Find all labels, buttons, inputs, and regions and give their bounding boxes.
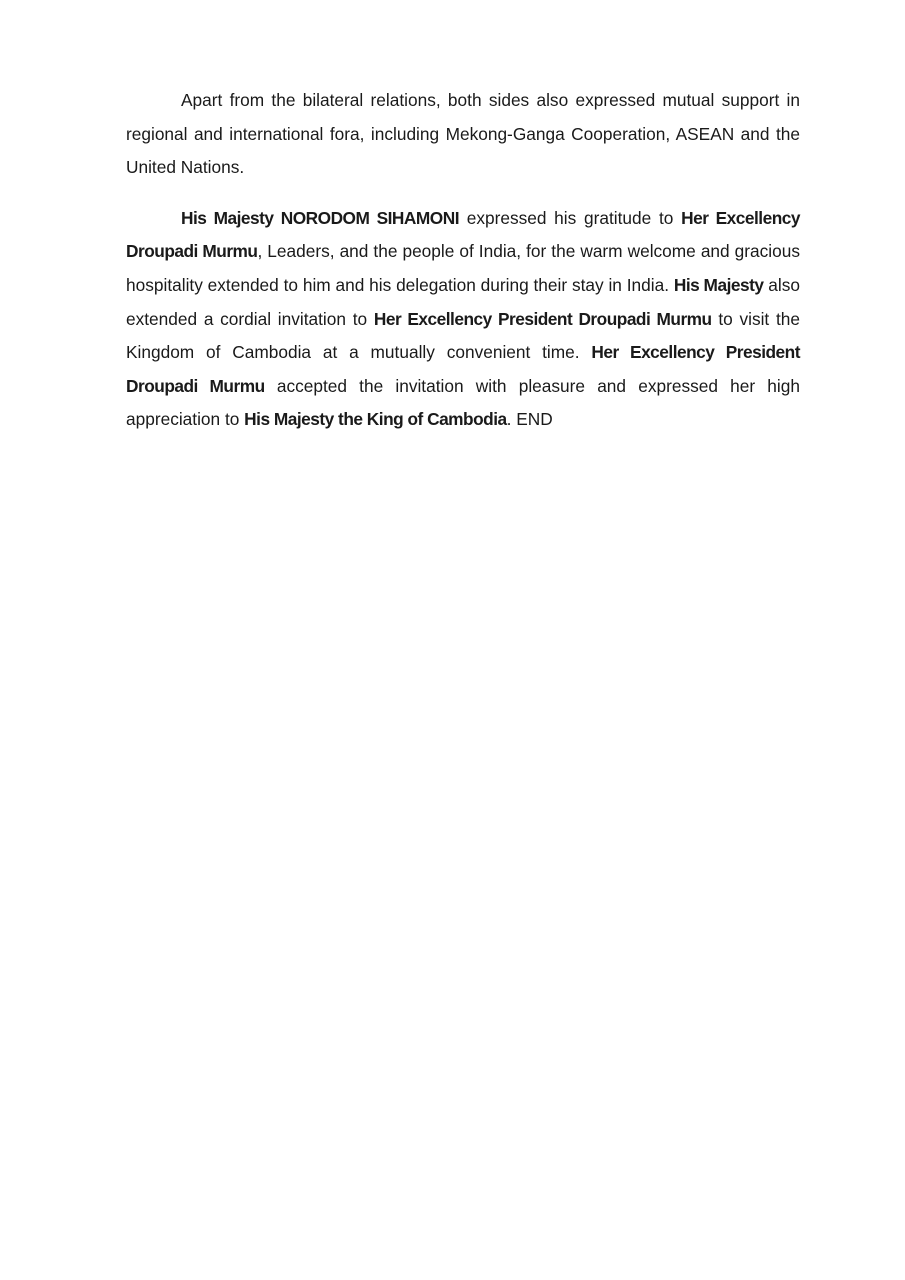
bold-her-excellency-droupadi-murmu: Her Excellency Droupadi Murmu [126,207,800,262]
text-segment: accepted the invitation with pleasure and expressed her high appreciation to [126,375,800,430]
bold-her-excellency-president-2: Her Excellency President Droupadi Murmu [126,342,800,396]
paragraph-mutual-support: Apart from the bilateral relations, both sides also expressed mutual support in regional and international fora, including Mekong-Ganga Cooperation, ASEAN and the United Nations. [126,90,800,178]
text-segment: expressed his gratitude to [459,207,682,228]
text-segment: also extended a cordial invitation to [126,274,800,329]
bold-his-majesty: His Majesty [673,274,764,295]
bold-her-excellency-president-1: Her Excellency President Droupadi Murmu [373,308,712,329]
bold-his-majesty-king-of-cambodia: His Majesty the King of Cambodia [244,409,507,430]
bold-his-majesty-norodom-sihamoni: His Majesty NORODOM SIHAMONI [181,207,460,228]
paragraph-gratitude [126,202,800,437]
text-segment: to visit the Kingdom of Cambodia at a mutually convenient time. [126,308,800,363]
text-segment: , Leaders, and the people of India, for the warm welcome and gracious hospitality extended to him and his delegation during their stay in India. [126,241,800,295]
text-segment-end: . END [506,409,553,430]
document-body [126,84,800,437]
